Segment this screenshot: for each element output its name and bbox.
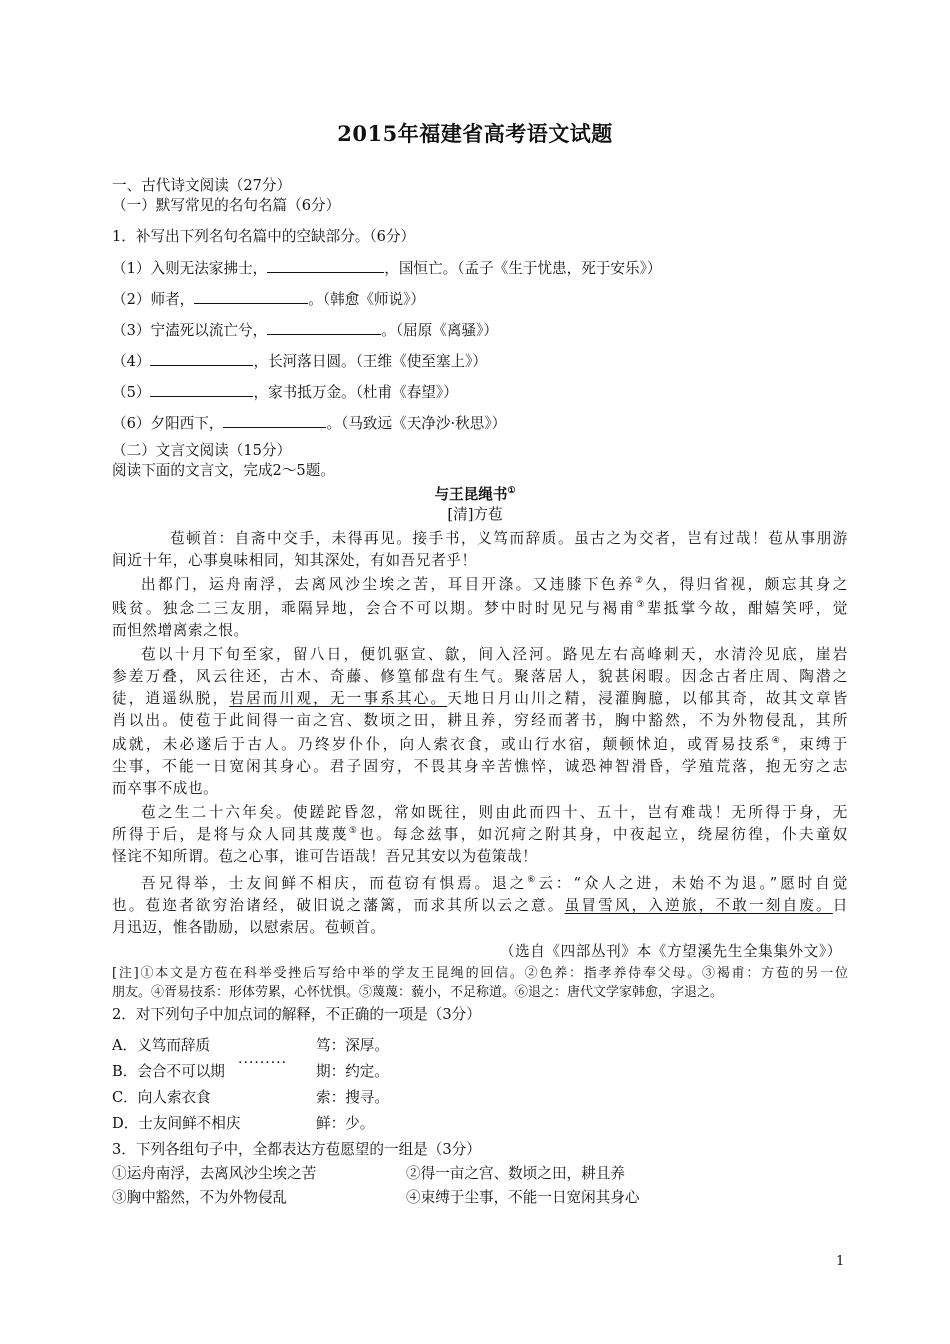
article-line: 苞顿首：自斋中交手，未得再见。接手书，义笃而辞质。虽古之为交者，岂有过哉！苞从事朋游 bbox=[170, 530, 848, 547]
article-line: 贱贫。独念二三友朋，乖隔异地，会合不可以期。梦中时时见兄与褐甫③辈抵掌今故，酣嬉笑呼，觉 bbox=[112, 600, 849, 617]
question-2: 2．对下列句子中加点词的解释，不正确的一项是（3分） bbox=[112, 1006, 481, 1023]
exam-title: 2015年福建省高考语文试题 bbox=[337, 121, 613, 146]
option-a[interactable]: A．义笃而辞质 bbox=[112, 1037, 211, 1054]
subsection-heading: （二）文言文阅读（15分） bbox=[112, 442, 292, 459]
article-title: 与王昆绳书① bbox=[434, 486, 516, 503]
article-line: 吾兄得举，士友间鲜不相庆，而苞窃有惧焉。退之⑥云：“众人之进，未始不为退。”愿时自觉 bbox=[141, 875, 849, 892]
fill-item: （3）宁溘死以流亡兮， 。（屈原《离骚》） bbox=[112, 322, 498, 339]
option-c[interactable]: C．向人索衣食 bbox=[112, 1089, 211, 1106]
article-line: 而卒事不成也。 bbox=[112, 780, 219, 797]
question-3: 3．下列各组句子中，全都表达方苞愿望的一组是（3分） bbox=[112, 1141, 481, 1158]
footnote-line: 朋友。④胥易技系：形体劳累，心怀忧惧。⑤蔑蔑：藐小，不足称道。⑥退之：唐代文学家韩愈，字退之。 bbox=[112, 985, 724, 1000]
fill-item: （1）入则无法家拂士， ，国恒亡。（孟子《生于忧患，死于安乐》） bbox=[112, 260, 662, 277]
article-line: 所得于后，是将与众人同其蔑蔑⑤也。每念兹事，如沉疴之附其身，中夜起立，绕屋彷徨，仆夫童奴 bbox=[112, 826, 849, 843]
option-d[interactable]: D．士友间鲜不相庆 bbox=[112, 1115, 241, 1132]
article-line: 苞以十月下旬至家，留八日，便饥驱宣、歙，间入泾河。路见左右高峰刺天，水清泠见底，崖岩 bbox=[141, 646, 848, 663]
fill-item: （4） ，长河落日圆。（王维《使至塞上》） bbox=[112, 353, 487, 370]
article-line: 而怛然增离索之恨。 bbox=[112, 622, 249, 639]
article-line: 出都门，运舟南浮，去离风沙尘埃之苦，耳目开涤。又违膝下色养②久，得归省视，颇忘其身之 bbox=[141, 576, 849, 593]
option-b[interactable]: B．会合不可以期 bbox=[112, 1063, 225, 1080]
question-1: 1．补写出下列名句名篇中的空缺部分。（6分） bbox=[112, 228, 416, 245]
article-line: 苞之生二十六年矣。使蹉跎昏忽，常如既往，则由此而四十、五十，岂有难哉！无所得于身，无 bbox=[141, 804, 848, 821]
answer-blank[interactable] bbox=[223, 413, 326, 428]
q3-item: ①运舟南浮，去离风沙尘埃之苦 bbox=[112, 1165, 317, 1182]
article-line: 也。苞迩者欲穷治诸经，破旧说之藩篱，而求其所以云之意。虽冒雪风，入逆旅，不敢一刻自废。日 bbox=[112, 897, 848, 914]
article-source: （选自《四部丛刊》本《方望溪先生全集集外文》） bbox=[499, 943, 842, 960]
article-line: 间近十年，心事臭味相同，知其深处，有如吾兄者乎！ bbox=[112, 552, 477, 569]
article-line: 肖以出。使苞于此间得一亩之宫、数顷之田，耕且养，穷经而著书，胸中豁然，不为外物侵乱，其所 bbox=[112, 712, 848, 729]
answer-blank[interactable] bbox=[267, 320, 381, 335]
fill-item: （2）师者， 。（韩愈《师说》） bbox=[112, 291, 426, 308]
article-line: 成就，未必遂后于古人。乃终岁仆仆，向人索衣食，或山行水宿，颠顿怵迫，或胥易技系④，束缚于 bbox=[112, 736, 848, 753]
article-line: 月迅迈，惟各勖励，以慰索居。苞顿首。 bbox=[112, 919, 386, 936]
article-line: 参差万叠，风云往还，古木、奇藤、修篁郁盘有生气。聚落居人，貌甚闲暇。因念古者庄周、陶潜之 bbox=[112, 668, 848, 685]
subsection-heading: （一）默写常见的名句名篇（6分） bbox=[112, 197, 341, 214]
fill-item: （6）夕阳西下， 。（马致远《天净沙·秋思》） bbox=[112, 415, 507, 432]
answer-blank[interactable] bbox=[194, 289, 308, 304]
page-number: 1 bbox=[836, 1254, 845, 1269]
reading-intro: 阅读下面的文言文，完成2～5题。 bbox=[112, 462, 335, 479]
fill-item: （5） ，家书抵万金。（杜甫《春望》） bbox=[112, 384, 458, 401]
article-line: 怪诧不知所谓。苞之心事，谁可告语哉！吾兄其安以为苞策哉！ bbox=[112, 848, 538, 865]
emphasis-dots: ········· bbox=[238, 1055, 288, 1071]
option-d-explanation: 鲜：少。 bbox=[316, 1115, 375, 1132]
article-line: 徒，逍遥纵脱，岩居而川观，无一事系其心。天地日月山川之精，浸灌胸臆，以郁其奇，故其文章皆 bbox=[112, 690, 848, 707]
underlined-sentence: 岩居而川观，无一事系其心。 bbox=[229, 690, 448, 707]
underlined-sentence: 虽冒雪风，入逆旅，不敢一刻自废。 bbox=[564, 897, 833, 914]
q3-item: ②得一亩之宫、数顷之田，耕且养 bbox=[406, 1165, 625, 1182]
option-b-explanation: 期：约定。 bbox=[316, 1063, 389, 1080]
answer-blank[interactable] bbox=[150, 351, 253, 366]
article-line: 尘事，不能一日宽闲其身心。君子固穷，不畏其身辛苦憔悴，诚恐神智滑昏，学殖荒落，抱无穷之志 bbox=[112, 758, 848, 775]
footnote-line: [注]①本文是方苞在科举受挫后写给中举的学友王昆绳的回信。②色养：指孝养侍奉父母。③褐甫：方苞的另一位 bbox=[112, 966, 848, 981]
answer-blank[interactable] bbox=[150, 382, 253, 397]
section-heading: 一、古代诗文阅读（27分） bbox=[112, 177, 292, 194]
option-c-explanation: 索：搜寻。 bbox=[316, 1089, 389, 1106]
q3-item: ④束缚于尘事，不能一日宽闲其身心 bbox=[406, 1189, 640, 1206]
q3-item: ③胸中豁然，不为外物侵乱 bbox=[112, 1189, 288, 1206]
answer-blank[interactable] bbox=[267, 258, 384, 273]
article-author: [清]方苞 bbox=[447, 506, 503, 523]
option-a-explanation: 笃：深厚。 bbox=[316, 1037, 389, 1054]
